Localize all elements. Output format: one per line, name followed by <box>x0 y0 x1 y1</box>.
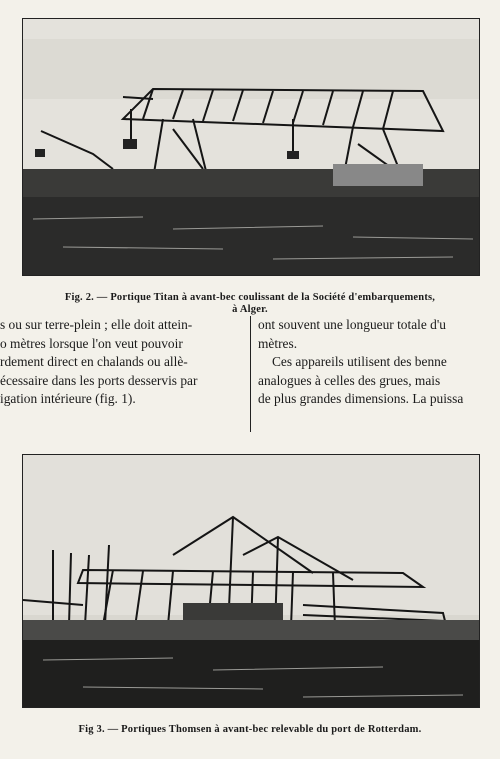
figure-2-caption-line1: Fig. 2. — Portique Titan à avant-bec coulissant de la Société d'embarquements, <box>64 292 436 303</box>
right-line-1: ont souvent une longueur totale d'u <box>258 317 446 332</box>
left-text-column <box>0 316 245 409</box>
left-line-4: écessaire dans les ports desservis par <box>0 372 198 388</box>
column-divider <box>250 316 251 432</box>
left-line-5: igation intérieure (fig. 1). <box>0 391 136 407</box>
right-line-5: de plus grandes dimensions. La puissa <box>258 391 464 407</box>
figure-2-caption <box>0 292 500 316</box>
figure-2-photo <box>22 18 480 276</box>
right-line-4: analogues à celles des grues, mais <box>258 372 441 388</box>
right-line-2: mètres. <box>258 335 298 351</box>
right-text-column <box>258 316 500 409</box>
right-line-3: Ces appareils utilisent des benne <box>272 354 447 370</box>
left-line-1: s ou sur terre-plein ; elle doit attein- <box>0 317 193 332</box>
left-line-2: o mètres lorsque l'on veut pouvoir <box>0 335 183 351</box>
figure-3-photo <box>22 454 480 708</box>
figure-2-caption-line2: à Alger. <box>232 304 268 315</box>
figure-3-caption-text: Fig 3. — Portiques Thomsen à avant-bec relevable du port de Rotterdam. <box>78 724 422 735</box>
left-line-3: rdement direct en chalands ou allè- <box>0 354 188 370</box>
figure-3-caption <box>0 724 500 736</box>
